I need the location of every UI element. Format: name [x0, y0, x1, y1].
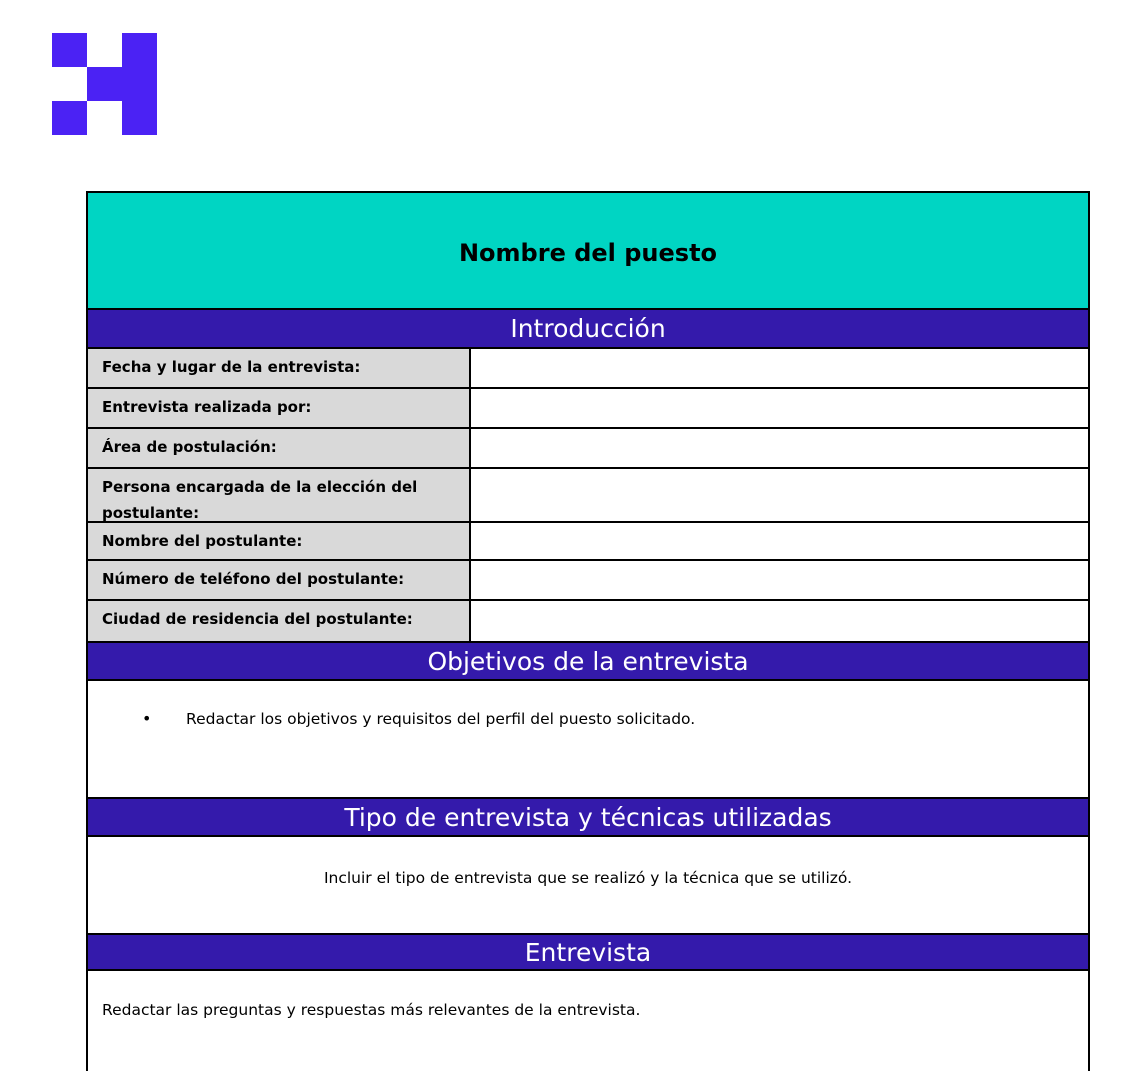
- table-row: [88, 601, 1088, 641]
- logo-square-middle: [87, 67, 122, 101]
- logo-bar-right: [122, 33, 157, 135]
- field-label: Ciudad de residencia del postulante:: [88, 601, 471, 641]
- field-label: Fecha y lugar de la entrevista:: [88, 349, 471, 387]
- objetivos-list: [142, 709, 1088, 728]
- section-heading-text: Introducción: [510, 314, 666, 343]
- section-heading-text: Tipo de entrevista y técnicas utilizadas: [344, 802, 832, 832]
- field-label: Área de postulación:: [88, 429, 471, 467]
- interview-form: [86, 191, 1090, 1071]
- field-label: Nombre del postulante:: [88, 523, 471, 559]
- brand-logo: [52, 33, 157, 135]
- tipo-content[interactable]: [88, 837, 1088, 933]
- list-item-text: Redactar los objetivos y requisitos del perfil del puesto solicitado.: [186, 709, 696, 728]
- bullet-icon: •: [142, 709, 152, 728]
- field-value-nombre-postulante[interactable]: [471, 523, 1088, 559]
- field-value-ciudad[interactable]: [471, 601, 1088, 641]
- section-heading-tipo: [88, 797, 1088, 837]
- logo-square-bottom-left: [52, 101, 87, 135]
- table-row: [88, 349, 1088, 389]
- job-title[interactable]: Nombre del puesto: [458, 238, 718, 267]
- intro-fields-table: [88, 349, 1088, 641]
- table-row: [88, 523, 1088, 561]
- table-row: [88, 469, 1088, 523]
- field-label: Persona encargada de la elección del postulante:: [88, 469, 471, 521]
- field-label: Número de teléfono del postulante:: [88, 561, 471, 599]
- job-title-header: [88, 193, 1088, 310]
- field-value-telefono[interactable]: [471, 561, 1088, 599]
- entrevista-text: Redactar las preguntas y respuestas más relevantes de la entrevista.: [102, 1001, 641, 1019]
- tipo-text: Incluir el tipo de entrevista que se realizó y la técnica que se utilizó.: [323, 869, 853, 887]
- field-value-fecha-lugar[interactable]: [471, 349, 1088, 387]
- logo-square-top-left: [52, 33, 87, 67]
- section-heading-objetivos: [88, 641, 1088, 681]
- objetivos-content[interactable]: [88, 681, 1088, 797]
- table-row: [88, 561, 1088, 601]
- field-value-entrevistador[interactable]: [471, 389, 1088, 427]
- table-row: [88, 389, 1088, 429]
- entrevista-content[interactable]: [88, 971, 1088, 1071]
- section-heading-introduccion: [88, 310, 1088, 349]
- field-label: Entrevista realizada por:: [88, 389, 471, 427]
- section-heading-text: Entrevista: [524, 937, 652, 967]
- section-heading-text: Objetivos de la entrevista: [427, 646, 749, 676]
- list-item: [142, 709, 1088, 728]
- section-heading-entrevista: [88, 933, 1088, 971]
- field-value-persona-encargada[interactable]: [471, 469, 1088, 521]
- table-row: [88, 429, 1088, 469]
- field-value-area[interactable]: [471, 429, 1088, 467]
